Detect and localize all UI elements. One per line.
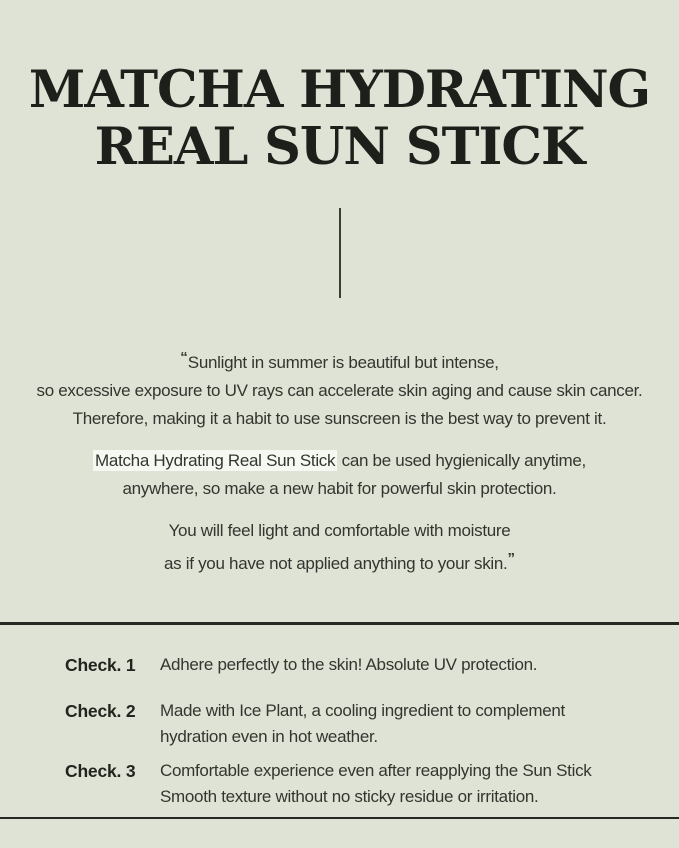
quote-paragraph-2 — [0, 447, 679, 503]
check-list — [0, 652, 679, 830]
quote-line — [0, 447, 679, 475]
check-text-line: Smooth texture without no sticky residue or irritation. — [160, 787, 539, 806]
quote-line-text: Sunlight in summer is beautiful but intense, — [187, 353, 499, 372]
product-title-line-1: MATCHA HYDRATING — [28, 60, 651, 120]
check-text-line: Adhere perfectly to the skin! Absolute UV protection. — [160, 655, 538, 674]
quote-paragraph-1 — [0, 344, 679, 433]
check-item-3 — [0, 758, 679, 810]
close-quote-mark: ” — [507, 550, 515, 567]
quote-line — [0, 545, 679, 578]
check-3-label: Check. 3 — [65, 761, 136, 781]
check-text-line: hydration even in hot weather. — [160, 727, 378, 746]
quote-line: You will feel light and comfortable with moisture — [168, 521, 511, 540]
check-text-line: Comfortable experience even after reapplying the Sun Stick — [160, 761, 592, 780]
check-2-text — [160, 698, 565, 750]
quote-line: Therefore, making it a habit to use sunscreen is the best way to prevent it. — [72, 409, 607, 428]
separator-line-bottom — [0, 817, 679, 819]
quote-paragraph-3 — [0, 517, 679, 578]
highlighted-product-name: Matcha Hydrating Real Sun Stick — [95, 451, 336, 470]
separator-line-top — [0, 622, 679, 625]
check-1-label: Check. 1 — [65, 655, 136, 675]
product-title — [0, 0, 679, 176]
quote-line: anywhere, so make a new habit for powerful skin protection. — [122, 479, 557, 498]
check-item-2 — [0, 698, 679, 750]
quote-line-text: as if you have not applied anything to your skin. — [164, 554, 508, 573]
product-quote — [0, 344, 679, 578]
product-title-line-2: REAL SUN STICK — [94, 117, 585, 177]
quote-line-text: can be used hygienically anytime, — [337, 451, 586, 470]
quote-line: so excessive exposure to UV rays can accelerate skin aging and cause skin cancer. — [36, 381, 643, 400]
vertical-divider — [339, 208, 341, 298]
check-1-text — [160, 652, 537, 678]
check-item-1 — [0, 652, 679, 678]
check-2-label: Check. 2 — [65, 701, 136, 721]
open-quote-mark: “ — [180, 349, 188, 366]
check-text-line: Made with Ice Plant, a cooling ingredient to complement — [160, 701, 565, 720]
check-3-text — [160, 758, 591, 810]
quote-line — [0, 344, 679, 377]
